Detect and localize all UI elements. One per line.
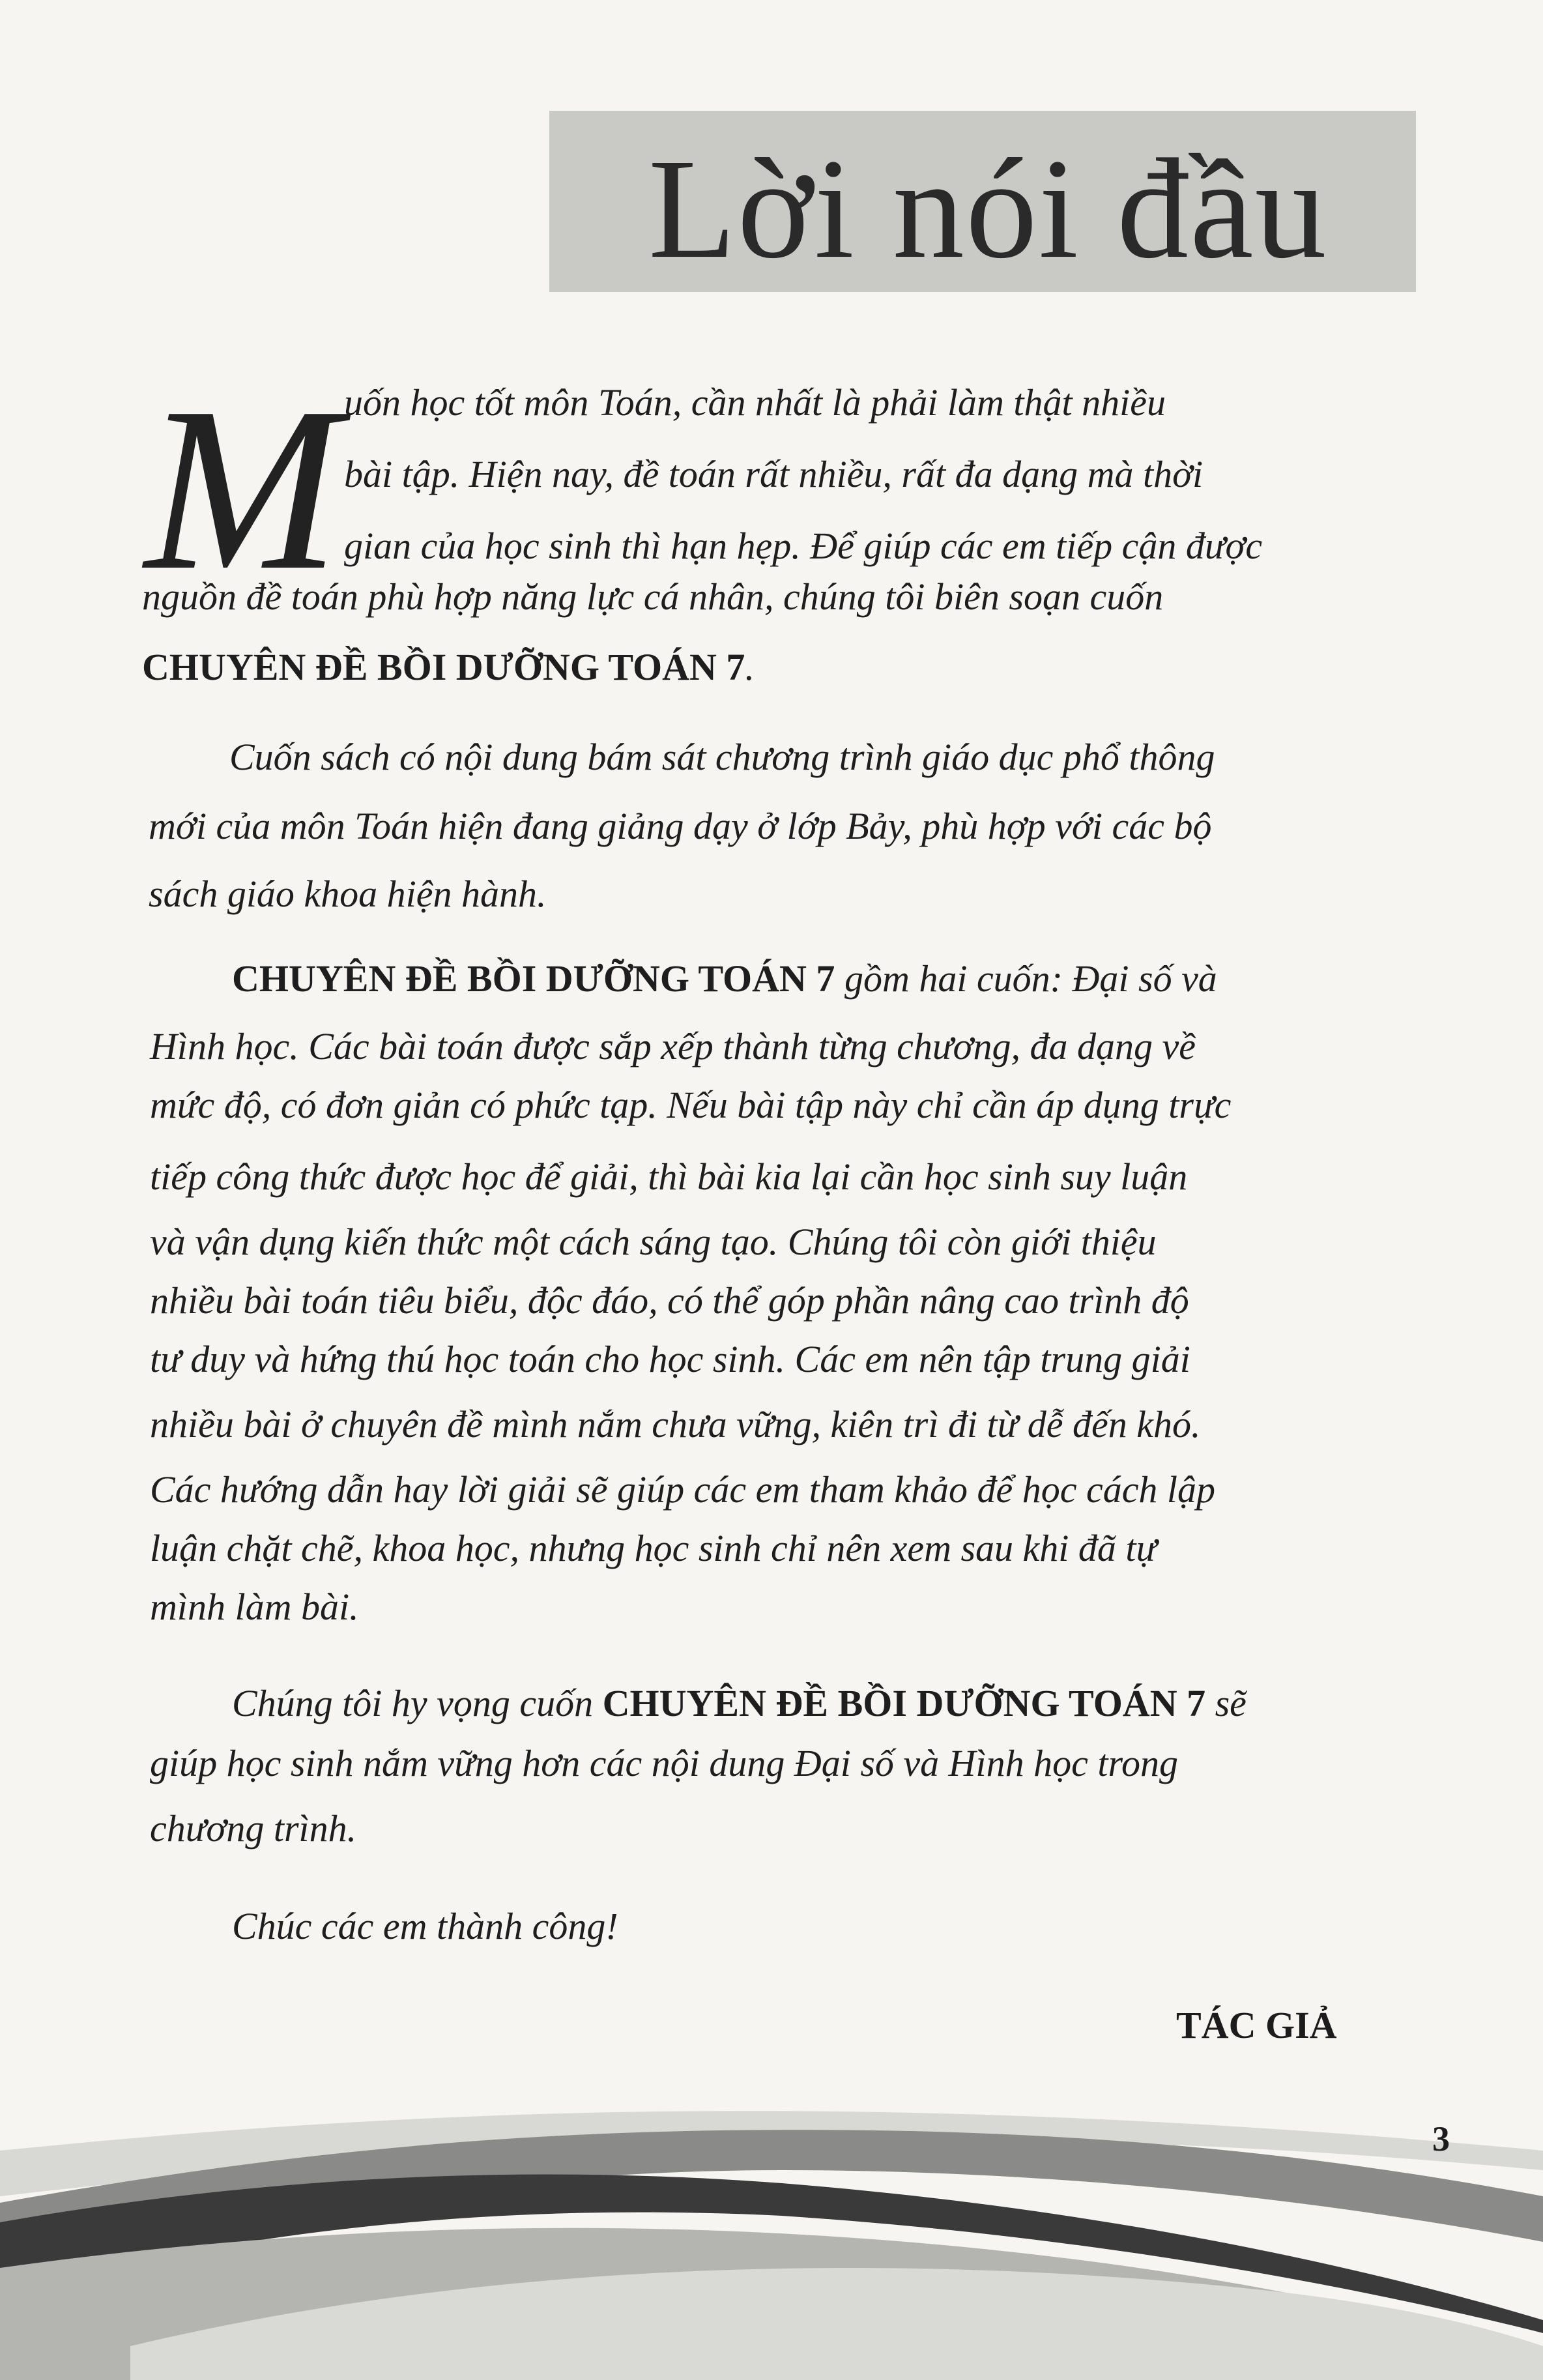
paragraph-3-line-11: mình làm bài. [150,1586,359,1628]
paragraph-2-line-1: Cuốn sách có nội dung bám sát chương trình giáo dục phổ thông [229,736,1215,778]
paragraph-3-line-2: Hình học. Các bài toán được sắp xếp thành từng chương, đa dạng về [150,1025,1196,1067]
book-title-bold: CHUYÊN ĐỀ BỒI DƯỠNG TOÁN 7 [142,646,745,688]
paragraph-1-line-4: nguồn đề toán phù hợp năng lực cá nhân, chúng tôi biên soạn cuốn [142,575,1164,618]
author-signature: TÁC GIẢ [1176,2004,1337,2046]
book-title-bold: CHUYÊN ĐỀ BỒI DƯỠNG TOÁN 7 [232,957,835,1000]
paragraph-4-line-3: chương trình. [150,1807,357,1850]
paragraph-4-line-1-start: Chúng tôi hy vọng cuốn [232,1682,603,1724]
paragraph-3-line-9: Các hướng dẫn hay lời giải sẽ giúp các em tham khảo để học cách lập [150,1468,1216,1511]
paragraph-3-line-8: nhiều bài ở chuyên đề mình nắm chưa vững, kiên trì đi từ dễ đến khó. [150,1403,1201,1445]
paragraph-1-line-5 [142,644,755,691]
paragraph-4-line-1-end: sẽ [1205,1682,1247,1724]
closing-wish: Chúc các em thành công! [232,1905,618,1947]
paragraph-4-line-2: giúp học sinh nắm vững hơn các nội dung Đại số và Hình học trong [150,1742,1178,1784]
drop-cap: M [145,358,340,618]
paragraph-3-line-4: tiếp công thức được học để giải, thì bài kia lại cần học sinh suy luận [150,1155,1188,1198]
paragraph-3-line-7: tư duy và hứng thú học toán cho học sinh. Các em nên tập trung giải [150,1338,1190,1380]
book-title-bold: CHUYÊN ĐỀ BỒI DƯỠNG TOÁN 7 [602,1682,1206,1724]
paragraph-3-line-1 [232,955,1217,1002]
paragraph-2-line-3: sách giáo khoa hiện hành. [149,873,547,915]
paragraph-2-line-2: mới của môn Toán hiện đang giảng dạy ở lớp Bảy, phù hợp với các bộ [149,805,1212,847]
paragraph-3-line-10: luận chặt chẽ, khoa học, nhưng học sinh chỉ nên xem sau khi đã tự [150,1527,1157,1569]
paragraph-4-line-1 [232,1680,1247,1727]
page-title: Lời nói đầu [648,129,1328,288]
paragraph-3-line-3: mức độ, có đơn giản có phức tạp. Nếu bài tập này chỉ cần áp dụng trực [150,1084,1232,1126]
paragraph-3-line-5: và vận dụng kiến thức một cách sáng tạo. Chúng tôi còn giới thiệu [150,1221,1157,1263]
paragraph-3-line-6: nhiều bài toán tiêu biểu, độc đáo, có thể góp phần nâng cao trình độ [150,1279,1189,1322]
paragraph-1-line-3: gian của học sinh thì hạn hẹp. Để giúp các em tiếp cận được [344,525,1263,567]
paragraph-3-line-1-rest: gồm hai cuốn: Đại số và [835,957,1217,1000]
decorative-swoosh [0,2072,1543,2380]
period: . [745,646,755,688]
paragraph-1-line-1: uốn học tốt môn Toán, cần nhất là phải làm thật nhiều [344,381,1166,424]
paragraph-1-line-2: bài tập. Hiện nay, đề toán rất nhiều, rất đa dạng mà thời [344,453,1204,495]
page-number: 3 [1432,2119,1450,2158]
